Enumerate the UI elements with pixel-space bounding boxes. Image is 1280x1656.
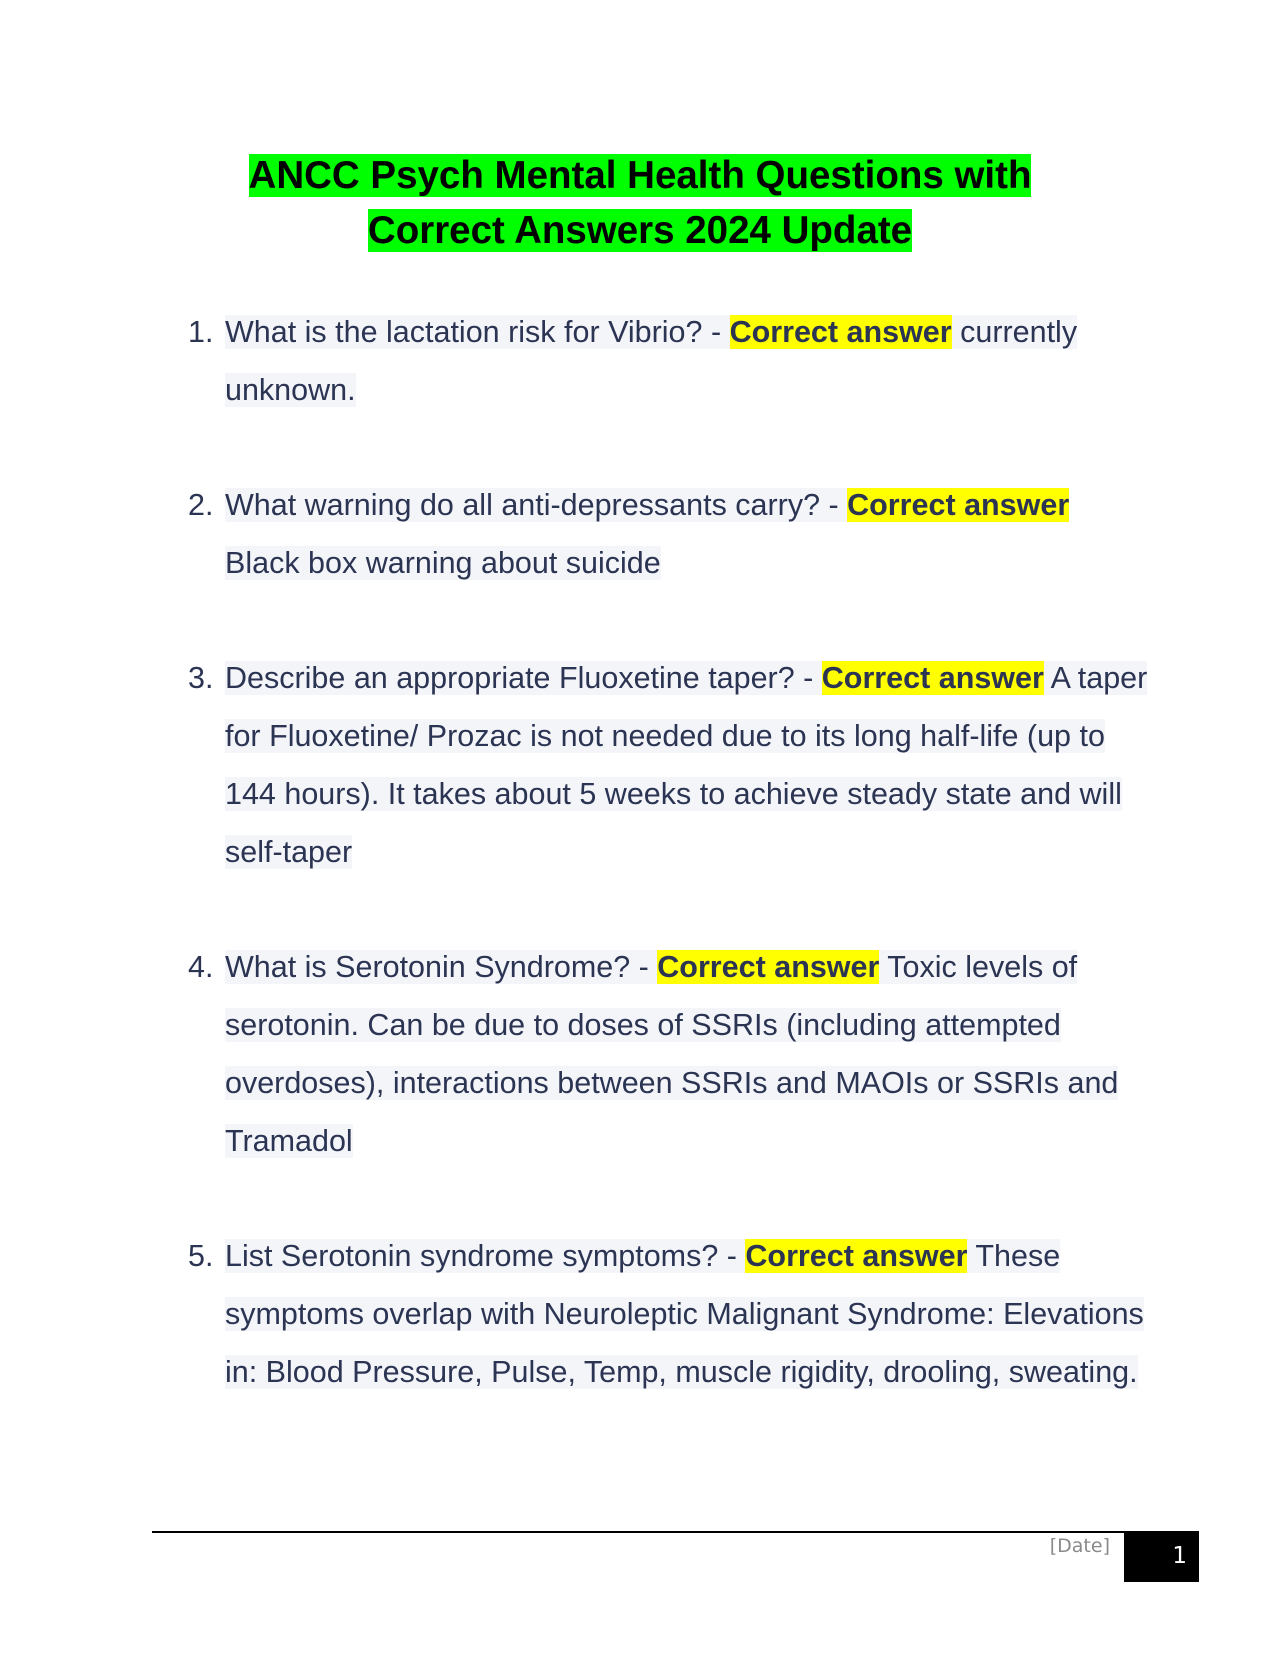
page-number-box xyxy=(1124,1531,1199,1582)
question-number: 3. xyxy=(188,661,214,695)
answer-text: A taper for Fluoxetine/ Prozac is not needed due to its long half-life (up to 144 hours). It takes about 5 weeks to achieve steady state and will self-taper xyxy=(225,661,1148,869)
correct-answer-marker: Correct answer xyxy=(821,661,1044,695)
question-number: 4. xyxy=(188,950,214,984)
title-line-1: ANCC Psych Mental Health Questions with xyxy=(248,154,1032,197)
correct-answer-marker: Correct answer xyxy=(657,950,880,984)
answer-text: These symptoms overlap with Neuroleptic Malignant Syndrome: Elevations in: Blood Pressure, Pulse, Temp, muscle rigidity, drooling, sweating. xyxy=(225,1239,1144,1389)
question-item-4 xyxy=(188,938,1148,1170)
answer-text: Toxic levels of serotonin. Can be due to doses of SSRIs (including attempted overdoses), interactions between SSRIs and MAOIs or SSRIs and Tramadol xyxy=(225,950,1119,1158)
document-title xyxy=(150,148,1130,258)
question-item-5 xyxy=(188,1227,1148,1401)
title-line-2: Correct Answers 2024 Update xyxy=(367,209,913,252)
footer-date-placeholder: [Date] xyxy=(1049,1535,1110,1557)
question-number: 1. xyxy=(188,315,214,349)
correct-answer-marker: Correct answer xyxy=(729,315,952,349)
correct-answer-marker: Correct answer xyxy=(847,488,1070,522)
question-number: 5. xyxy=(188,1239,214,1273)
question-text: What is the lactation risk for Vibrio? - xyxy=(225,315,730,349)
question-text: What warning do all anti-depressants carry? - xyxy=(225,488,848,522)
question-text: Describe an appropriate Fluoxetine taper? - xyxy=(225,661,822,695)
correct-answer-marker: Correct answer xyxy=(745,1239,968,1273)
answer-text: currently unknown. xyxy=(225,315,1078,407)
question-item-2 xyxy=(188,476,1148,592)
answer-text: Black box warning about suicide xyxy=(225,546,661,580)
question-list xyxy=(188,303,1148,1458)
question-text: What is Serotonin Syndrome? - xyxy=(225,950,658,984)
question-item-3 xyxy=(188,649,1148,881)
question-text: List Serotonin syndrome symptoms? - xyxy=(225,1239,746,1273)
question-number: 2. xyxy=(188,488,214,522)
page-number: 1 xyxy=(1172,1543,1187,1569)
question-item-1 xyxy=(188,303,1148,419)
footer-divider xyxy=(152,1531,1128,1533)
